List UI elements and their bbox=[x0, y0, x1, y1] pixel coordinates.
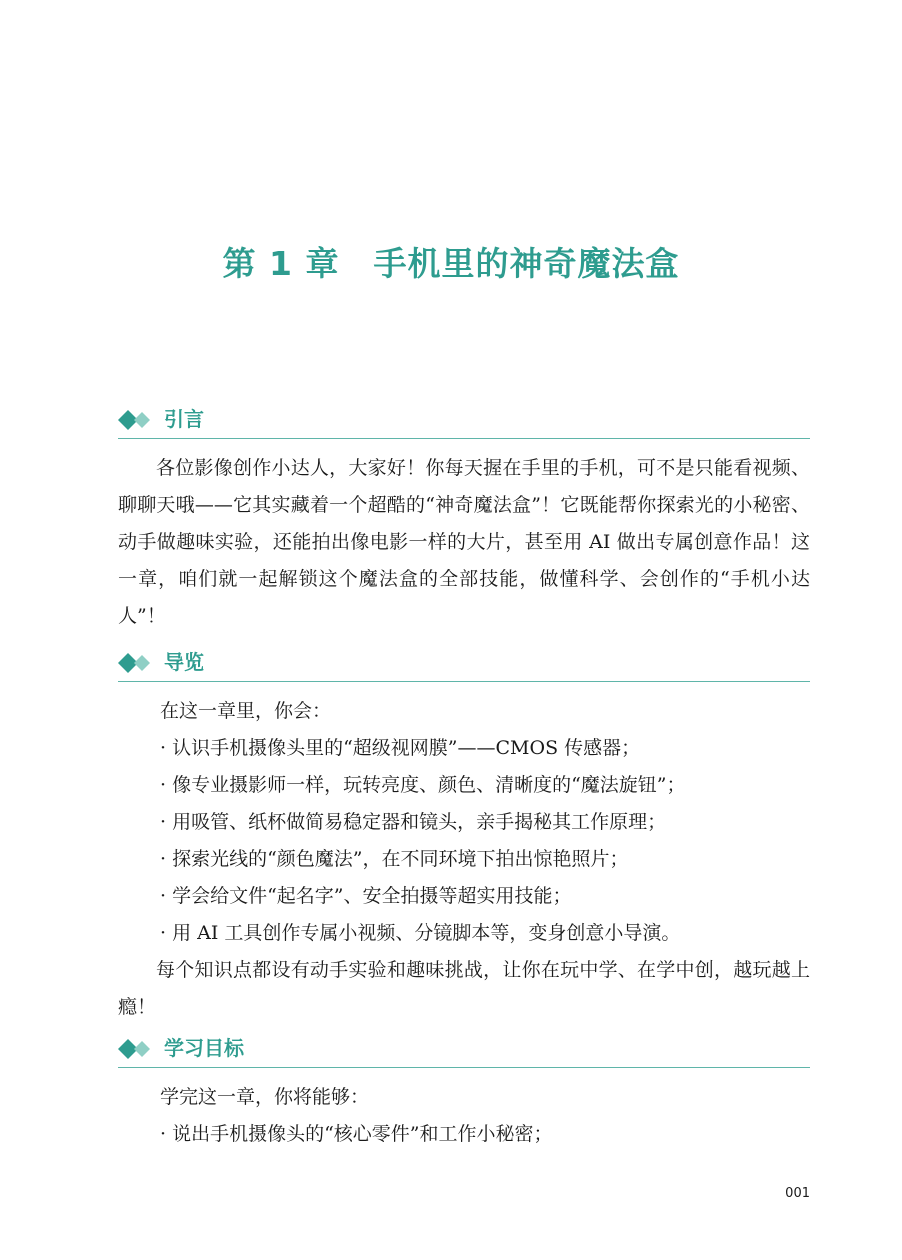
list-item: · 用 AI 工具创作专属小视频、分镜脚本等，变身创意小导演。 bbox=[160, 922, 681, 944]
section-heading: 引言 bbox=[164, 407, 204, 431]
list-item: · 认识手机摄像头里的“超级视网膜”——CMOS 传感器； bbox=[160, 737, 641, 759]
overview-lead: 在这一章里，你会： bbox=[160, 700, 332, 722]
page-number: 001 bbox=[785, 1186, 810, 1201]
list-item: · 说出手机摄像头的“核心零件”和工作小秘密； bbox=[160, 1123, 553, 1145]
double-diamond-icon bbox=[118, 1039, 154, 1059]
overview-closing: 每个知识点都设有动手实验和趣味挑战，让你在玩中学、在学中创，越玩越上瘾！ bbox=[118, 959, 810, 1018]
section-heading: 学习目标 bbox=[164, 1036, 244, 1060]
section-heading: 导览 bbox=[164, 650, 204, 674]
section-header-goals bbox=[118, 1033, 810, 1068]
goals-lead: 学完这一章，你将能够： bbox=[160, 1086, 370, 1108]
chapter-title: 第 1 章 手机里的神奇魔法盒 bbox=[222, 244, 680, 283]
double-diamond-icon bbox=[118, 653, 154, 673]
section-header-overview bbox=[118, 647, 810, 682]
double-diamond-icon bbox=[118, 410, 154, 430]
list-item: · 探索光线的“颜色魔法”，在不同环境下拍出惊艳照片； bbox=[160, 848, 629, 870]
list-item: · 学会给文件“起名字”、安全拍摄等超实用技能； bbox=[160, 885, 572, 907]
list-item: · 像专业摄影师一样，玩转亮度、颜色、清晰度的“魔法旋钮”； bbox=[160, 774, 686, 796]
intro-paragraph: 各位影像创作小达人，大家好！你每天握在手里的手机，可不是只能看视频、聊聊天哦——它其实藏着一个超酷的“神奇魔法盒”！它既能帮你探索光的小秘密、动手做趣味实验，还能拍出像电影一样的大片，甚至用 AI 做出专属创意作品！这一章，咱们就一起解锁这个魔法盒的全部技能，做懂科学、会创作的“手机小达人”！ bbox=[118, 457, 810, 627]
section-header-intro bbox=[118, 404, 810, 439]
list-item: · 用吸管、纸杯做简易稳定器和镜头，亲手揭秘其工作原理； bbox=[160, 811, 667, 833]
